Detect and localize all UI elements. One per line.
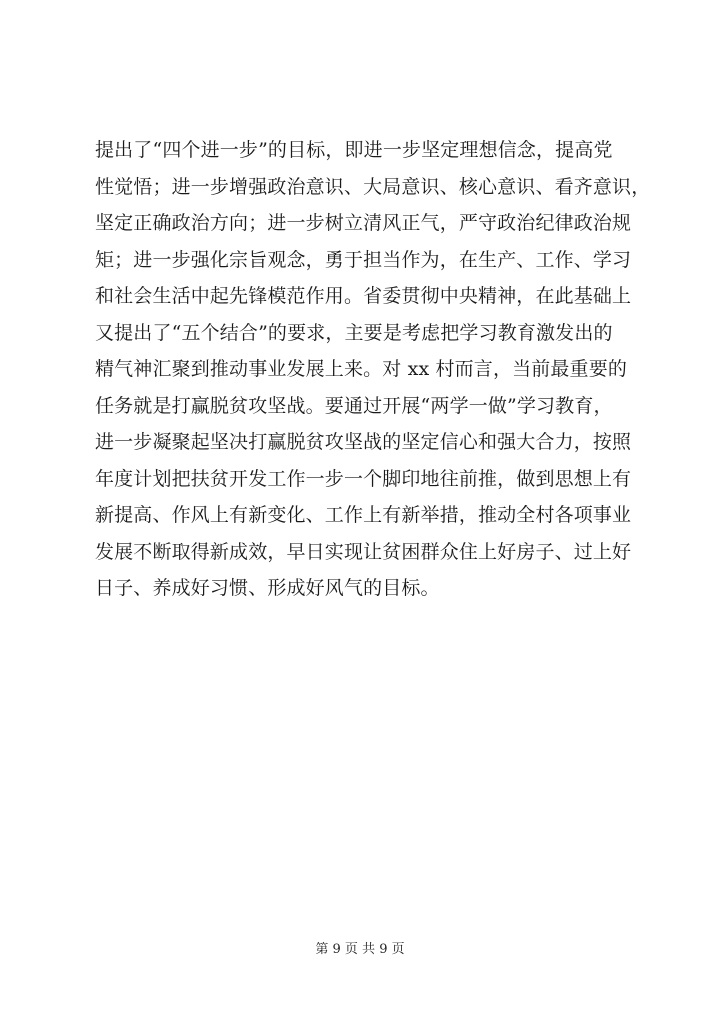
page-number-footer: 第 9 页 共 9 页 [315, 942, 405, 957]
text-line: 发展不断取得新成效，早日实现让贫困群众住上好房子、过上好 [95, 540, 632, 563]
text-line: 又提出了“五个结合”的要求，主要是考虑把学习教育激发出的 [95, 321, 613, 344]
text-line: 坚定正确政治方向；进一步树立清风正气，严守政治纪律政治规 [95, 212, 632, 234]
text-line: 矩；进一步强化宗旨观念，勇于担当作为，在生产、工作、学习 [95, 248, 632, 271]
text-line: 进一步凝聚起坚决打赢脱贫攻坚战的坚定信心和强大合力，按照 [95, 431, 632, 453]
text-line: 日子、养成好习惯、形成好风气的目标。 [95, 577, 440, 599]
text-line: 新提高、作风上有新变化、工作上有新举措，推动全村各项事业 [95, 504, 632, 526]
text-line: 任务就是打赢脱贫攻坚战。要通过开展“两学一做”学习教育， [95, 394, 613, 417]
text-line: 性觉悟；进一步增强政治意识、大局意识、核心意识、看齐意识， [95, 175, 651, 198]
text-line: 精气神汇聚到推动事业发展上来。对 xx 村而言，当前最重要的 [95, 358, 628, 380]
text-line: 提出了“四个进一步”的目标，即进一步坚定理想信念，提高党 [95, 139, 613, 161]
text-line: 和社会生活中起先锋模范作用。省委贯彻中央精神，在此基础上 [95, 285, 632, 307]
body-paragraph [95, 132, 651, 607]
text-line: 年度计划把扶贫开发工作一步一个脚印地往前推，做到思想上有 [95, 467, 632, 490]
